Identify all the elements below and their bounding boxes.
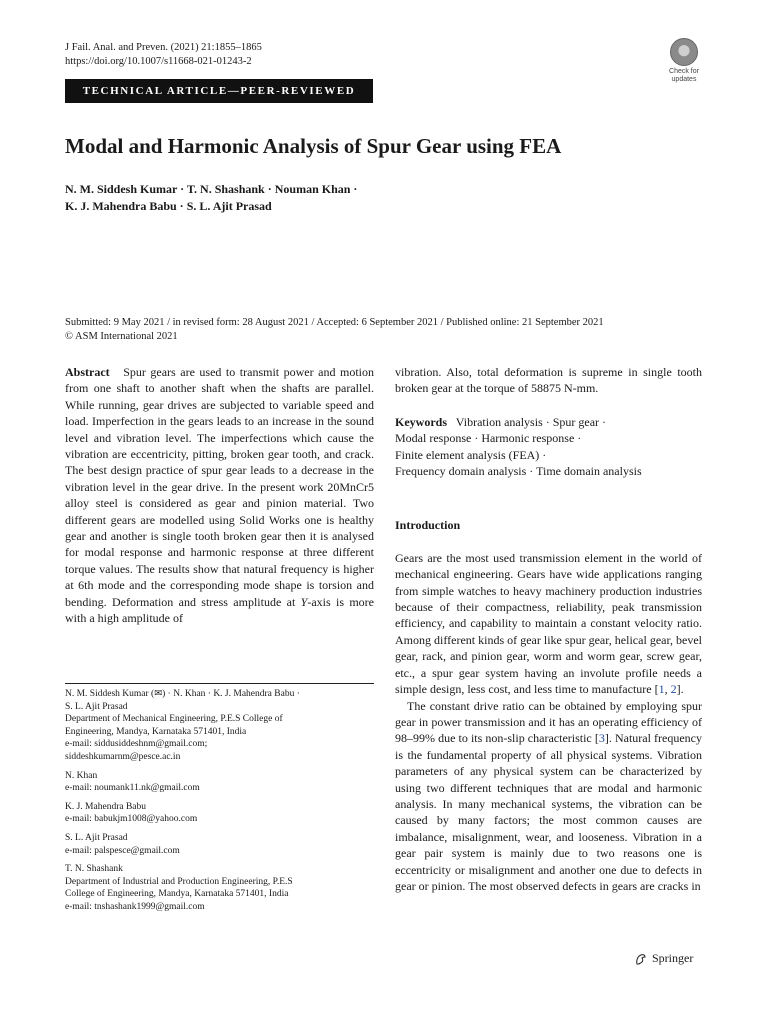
springer-horse-icon [634, 952, 648, 966]
doi-link[interactable]: https://doi.org/10.1007/s11668-021-01243-2 [65, 56, 252, 67]
intro-paragraph-1: Gears are the most used transmission element in the world of mechanical engineering. Gears have wide applications ranging from simple watches to heavy machinery production industries because of their compactness, reliability, peak transmission efficiency, and capability to maintain a constant velocity ratio. Among different kinds of gear like spur gear, helical gear, bevel gear, rack, and pinion gear, worm and worm gear, screw gear, etc., a spur gear system having an involute profile needs a simple design, less cost, and less time to manufacture [1, 2]. [395, 550, 702, 697]
abstract-continuation: vibration. Also, total deformation is supreme in single tooth broken gear at the torque of 58875 N-mm. [395, 365, 702, 396]
author-line-2: K. J. Mahendra Babu · S. L. Ajit Prasad [65, 199, 272, 213]
keywords-label: Keywords [395, 414, 447, 429]
abstract-paragraph: Abstract Spur gears are used to transmit power and motion from one shaft to another shaft when the shafts are parallel. While running, gear drives are subjected to variable speed and load. Imperfection in the gears leads to an increase in the sound level and vibration level. The imperfections which cause the vibration are eccentricity, pitting, broken gear tooth, and crack. The best design practice of spur gear leads to a decrease in the vibration level in the gear drive. In the present work 20MnCr5 alloy steel is considered as gear and pinion material. Two different gears are modelled using Solid Works one is healthy gear and another is single tooth broken gear then it is analysed for modal response and harmonic response at three different torque values. The results show that natural frequency is higher at 6th mode and the corresponding mode shape is torsion and bending. Deformation and stress amplitude at Y-axis is more with a high amplitude of [65, 365, 374, 626]
email-link[interactable]: e-mail: siddusiddeshnm@gmail.com; [65, 739, 208, 750]
introduction-heading: Introduction [395, 518, 461, 533]
email-link[interactable]: e-mail: babukjm1008@yahoo.com [65, 814, 198, 825]
affiliation-block-3: K. J. Mahendra Babu e-mail: babukjm1008@yahoo.com [65, 801, 374, 826]
citation-link[interactable]: 2 [670, 682, 677, 697]
right-column [395, 364, 702, 894]
email-link[interactable]: e-mail: palspesce@gmail.com [65, 845, 180, 856]
keywords-section: Keywords Vibration analysis · Spur gear · Modal response · Harmonic response · Finite element analysis (FEA) · Frequency domain analysis · Time domain analysis [395, 414, 642, 479]
publisher-logo [634, 951, 693, 966]
check-updates-label: Check for updates [669, 68, 699, 83]
citation-link[interactable]: 3 [598, 731, 605, 746]
publication-history [65, 316, 604, 344]
intro-paragraph-2: The constant drive ratio can be obtained by employing spur gear in power transmission and it has an operating efficiency of 98–99% due to its non-slip characteristic [3]. Natural frequency is the fundamental property of all physical systems. Vibration parameters of any physical system can be characterized by using two different techniques that are modal and harmonic analysis. In many mechanical systems, the vibration can be caused by many factors; the most common causes are imbalance, misalignment, wear, and looseness. Vibration in a gear pair system is mainly due to two reasons one is eccentricity or misalignment and another one due to defects in gear or pinion. The most observed defects in gears are cracks in [395, 698, 702, 893]
abstract-section [65, 364, 374, 627]
author-affiliations [65, 688, 374, 920]
citation-link[interactable]: 1 [658, 682, 665, 697]
affiliation-block-1: N. M. Siddesh Kumar (✉) · N. Khan · K. J. Mahendra Babu · S. L. Ajit Prasad Department of Mechanical Engineering, P.E.S College of Engineering, Mandya, Karnataka 571401, India e-mail: siddusiddeshnm@gmail.com; siddeshkumarnm@pesce.ac.in [65, 688, 374, 764]
email-link[interactable]: e-mail: tnshashank1999@gmail.com [65, 901, 205, 912]
paper-title: Modal and Harmonic Analysis of Spur Gear using FEA [65, 134, 562, 158]
publisher-name: Springer [652, 951, 694, 965]
journal-citation: J Fail. Anal. and Preven. (2021) 21:1855–1865 [65, 42, 262, 53]
copyright-line: © ASM International 2021 [65, 331, 178, 342]
email-link[interactable]: siddeshkumarnm@pesce.ac.in [65, 751, 181, 762]
author-list [65, 181, 357, 215]
affiliation-block-4: S. L. Ajit Prasad e-mail: palspesce@gmail.com [65, 832, 374, 857]
footnote-divider [65, 683, 374, 684]
author-line-1: N. M. Siddesh Kumar · T. N. Shashank · Nouman Khan · [65, 182, 358, 196]
affiliation-block-5: T. N. Shashank Department of Industrial and Production Engineering, P.E.S College of Engineering, Mandya, Karnataka 571401, India e-mail: tnshashank1999@gmail.com [65, 863, 374, 913]
check-for-updates-badge[interactable] [664, 38, 704, 84]
affiliation-block-2: N. Khan e-mail: noumank11.nk@gmail.com [65, 770, 374, 795]
email-link[interactable]: e-mail: noumank11.nk@gmail.com [65, 783, 200, 794]
article-type-banner: TECHNICAL ARTICLE—PEER-REVIEWED [65, 79, 373, 103]
check-updates-icon [670, 38, 698, 66]
abstract-label: Abstract [65, 365, 110, 379]
submission-dates: Submitted: 9 May 2021 / in revised form: 28 August 2021 / Accepted: 6 September 2021 / Published online: 21 September 2021 [65, 317, 604, 328]
